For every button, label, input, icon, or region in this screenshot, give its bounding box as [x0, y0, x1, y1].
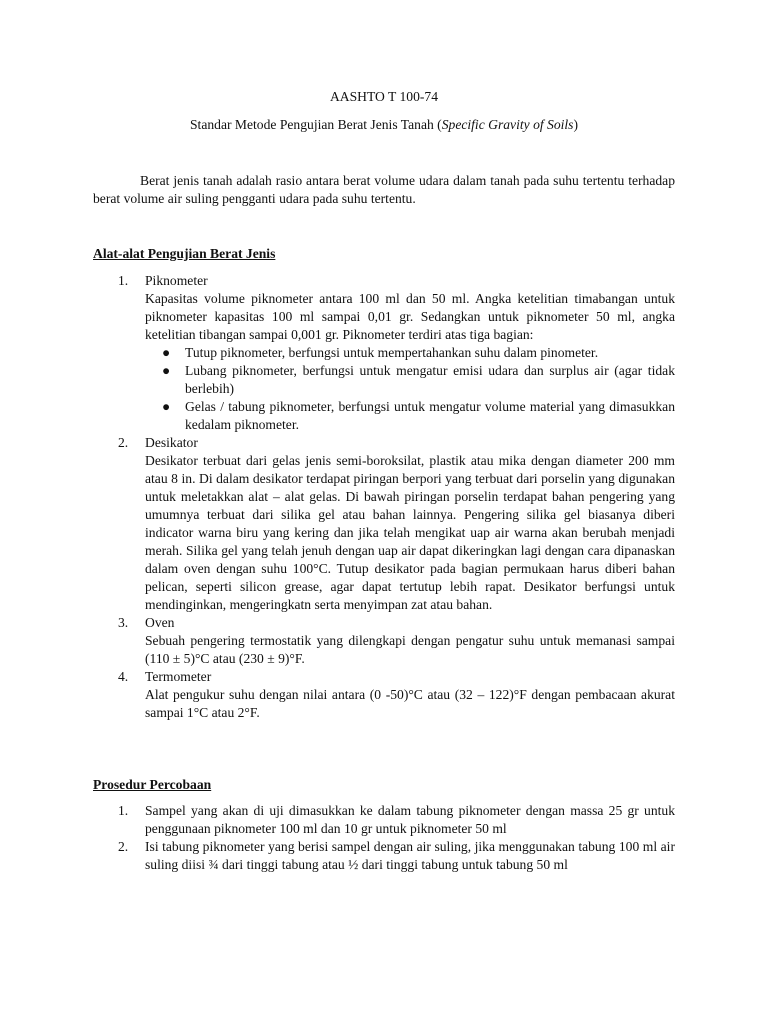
- list-item-title: Desikator: [145, 435, 198, 450]
- subtitle-text: Standar Metode Pengujian Berat Jenis Tanah (: [189, 117, 442, 132]
- list-item-number: 4.: [118, 669, 129, 684]
- list-item-description: Sebuah pengering termostatik yang dilengkapi dengan pengatur suhu untuk memanasi sampai (110 ± 5)°C atau (230 ± 9)°F.: [145, 633, 675, 666]
- list-item-title: Piknometer: [145, 273, 208, 288]
- bullet-text: Lubang piknometer, berfungsi untuk mengatur emisi udara dan surplus air (agar tidak berlebih): [185, 363, 675, 396]
- equipment-list: [93, 272, 675, 722]
- subtitle-italic-text: Specific Gravity of Soils: [441, 117, 574, 132]
- list-item-title: Oven: [145, 615, 175, 630]
- list-item-text: Sampel yang akan di uji dimasukkan ke dalam tabung piknometer dengan massa 25 gr untuk penggunaan piknometer 100 ml dan 10 gr untuk piknometer 50 ml: [145, 803, 675, 836]
- section-heading-equipment: Alat-alat Pengujian Berat Jenis: [93, 246, 276, 261]
- bullet-icon: ●: [162, 363, 171, 378]
- list-item: [93, 668, 675, 722]
- bullet-text: Tutup piknometer, berfungsi untuk mempertahankan suhu dalam pinometer.: [185, 345, 599, 360]
- bullet-item: [145, 344, 675, 362]
- bullet-item: [145, 398, 675, 434]
- document-subtitle: [0, 116, 768, 134]
- list-item: [93, 838, 675, 874]
- list-item-number: 1.: [118, 803, 129, 818]
- intro-paragraph: Berat jenis tanah adalah rasio antara berat volume udara dalam tanah pada suhu tertentu terhadap berat volume air suling pengganti udara pada suhu tertentu.: [93, 173, 675, 206]
- list-item-text: Isi tabung piknometer yang berisi sampel dengan air suling, jika menggunakan tabung 100 ml air suling diisi ¾ dari tinggi tabung atau ½ dari tinggi tabung untuk tabung 50 ml: [145, 839, 675, 872]
- list-item-number: 2.: [118, 435, 129, 450]
- bullet-text: Gelas / tabung piknometer, berfungsi untuk mengatur volume material yang dimasukkan kedalam piknometer.: [185, 399, 675, 432]
- list-item: [93, 434, 675, 614]
- document-title: AASHTO T 100-74: [329, 89, 438, 104]
- section-heading-procedure: Prosedur Percobaan: [93, 777, 212, 792]
- list-item: [93, 272, 675, 434]
- bullet-icon: ●: [162, 345, 171, 360]
- list-item-description: Desikator terbuat dari gelas jenis semi-boroksilat, plastik atau mika dengan diameter 200 mm atau 8 in. Di dalam desikator terdapat piringan berpori yang terbuat dari porselin yang digunakan untuk meletakkan alat – alat gelas. Di bawah piringan porselin terdapat bahan pengering yang umumnya terbuat dari silika gel atau bahan lainnya. Pengering silika gel biasanya diberi indicator warna biru yang kering dan jika telah mengikat uap air warna akan berubah menjadi merah. Silika gel yang telah jenuh dengan uap air dapat dikeringkan lagi dengan cara dipanaskan dalam oven dengan suhu 100°C. Tutup desikator pada bagian permukaan harus diberi bahan pelican, seperti silicon grease, agar dapat tertutup lebih rapat. Desikator berfungsi untuk mendinginkan, mengeringkatn serta menyimpan zat atau bahan.: [145, 453, 675, 612]
- bullet-item: [145, 362, 675, 398]
- subtitle-suffix: ): [573, 117, 579, 132]
- list-item: [93, 614, 675, 668]
- list-item-number: 3.: [118, 615, 129, 630]
- list-item-title: Termometer: [145, 669, 212, 684]
- procedure-list: [93, 802, 675, 874]
- bullet-list: [145, 344, 675, 434]
- list-item-description: Kapasitas volume piknometer antara 100 ml dan 50 ml. Angka ketelitian timabangan untuk piknometer kapasitas 100 ml sampai 0,01 gr. Sedangkan untuk piknometer 50 ml, angka ketelitian tibangan sampai 0,001 gr. Piknometer terdiri atas tiga bagian:: [145, 291, 675, 342]
- list-item: [93, 802, 675, 838]
- bullet-icon: ●: [162, 399, 171, 414]
- list-item-description: Alat pengukur suhu dengan nilai antara (0 -50)°C atau (32 – 122)°F dengan pembacaan akurat sampai 1°C atau 2°F.: [145, 687, 675, 720]
- list-item-number: 1.: [118, 273, 129, 288]
- list-item-number: 2.: [118, 839, 129, 854]
